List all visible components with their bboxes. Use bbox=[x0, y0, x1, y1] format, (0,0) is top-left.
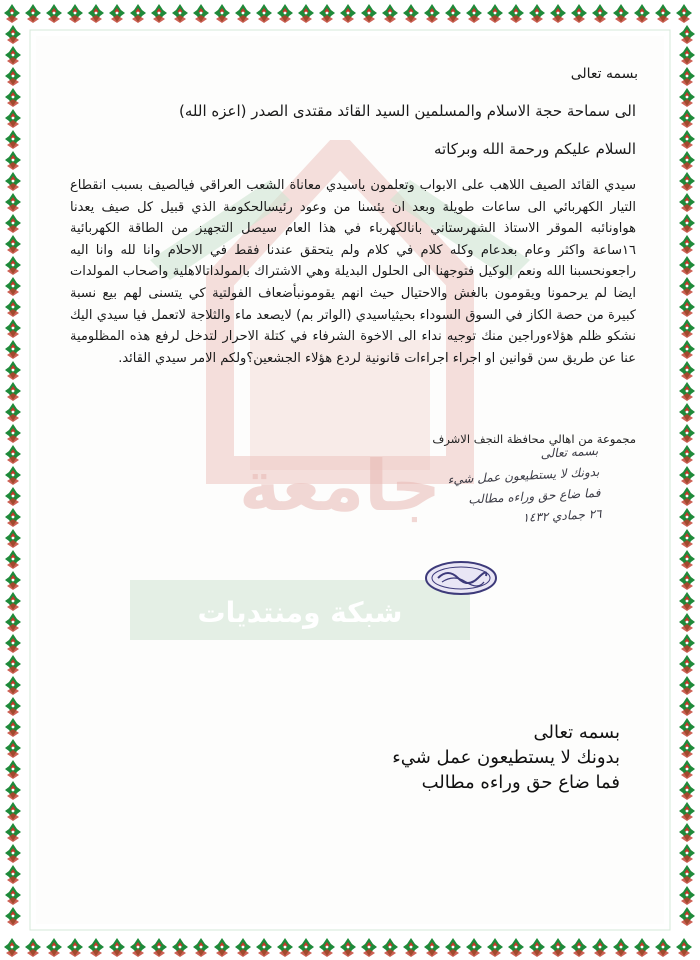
letter-greeting: السلام عليكم ورحمة الله وبركاته bbox=[434, 140, 636, 158]
letter-signature: مجموعة من اهالي محافظة النجف الاشرف bbox=[432, 432, 636, 446]
caption-line-1: بسمه تعالى bbox=[533, 722, 620, 743]
official-stamp bbox=[424, 560, 498, 596]
caption-line-2: بدونك لا يستطيعون عمل شيء bbox=[392, 747, 620, 768]
letter-body-text: سيدي القائد الصيف اللاهب على الابواب وتعلمون ياسيدي معاناة الشعب العراقي فيالصيف بسبب انقطاع التيار الكهربائي الى ساعات طويلة وبعد ان يئسنا من وعود رئيسالحكومة الذي قبيل كل صيف يعدنا هواونائبه الموقر الاستاذ الشهرستاني بانالكهرباء في هذا العام سيصل التجهيز من الطاقة الكهربائية ١٦ساعة واكثر وعام بعدعام وكله كلام في كلام ولم يتحقق عندنا فقط في الاحلام وانا لله وانا اليه راجعونحسبنا الله ونعم الوكيل فتوجهنا الى الحلول البديلة وهي الاشتراك بالمولداتالاهلية واصحاب المولدات ايضا لم يرحمونا ويقومون بالغش والاحتيال حيث انهم يقومونبأضعاف الفولتية كي يتسنى لهم بيع نسبة كبيرة من حصة الكاز في السوق السوداء بحيثياسيدي (الواتر بم) لايصعد ماء والثلاجة لاتعمل فيا سيدي اليك نشكو ظلم هؤلاءوراجين منك توجيه نداء الى الاخوة الشرفاء في كتلة الاحرار لتدخل لرفع هذه المظلومية عنا عن طريق سن قوانين او اجراء اجراءات قانونية لردع هؤلاء الجشعين؟ولكم الامر سيدي القائد. bbox=[70, 178, 636, 366]
watermark-network-text: شبكة ومنتديات bbox=[197, 596, 403, 629]
letter-salutation: بسمه تعالى bbox=[570, 66, 638, 82]
handwritten-date: ٢٦ جمادي ١٤٣٢ bbox=[522, 506, 602, 525]
letter-body bbox=[70, 175, 636, 369]
handwritten-line: بدونك لا يستطيعون عمل شيء bbox=[447, 464, 600, 487]
transcription-caption bbox=[392, 720, 620, 795]
caption-line-3: فما ضاع حق وراءه مطالب bbox=[421, 772, 620, 793]
letter-addressee: الى سماحة حجة الاسلام والمسلمين السيد القائد مقتدى الصدر (اعزه الله) bbox=[179, 102, 636, 120]
handwritten-line: بسمه تعالى bbox=[540, 443, 599, 461]
handwritten-note bbox=[398, 441, 602, 535]
handwritten-line: فما ضاع حق وراءه مطالب bbox=[467, 485, 601, 507]
watermark-site-name: جامعة bbox=[238, 445, 442, 527]
